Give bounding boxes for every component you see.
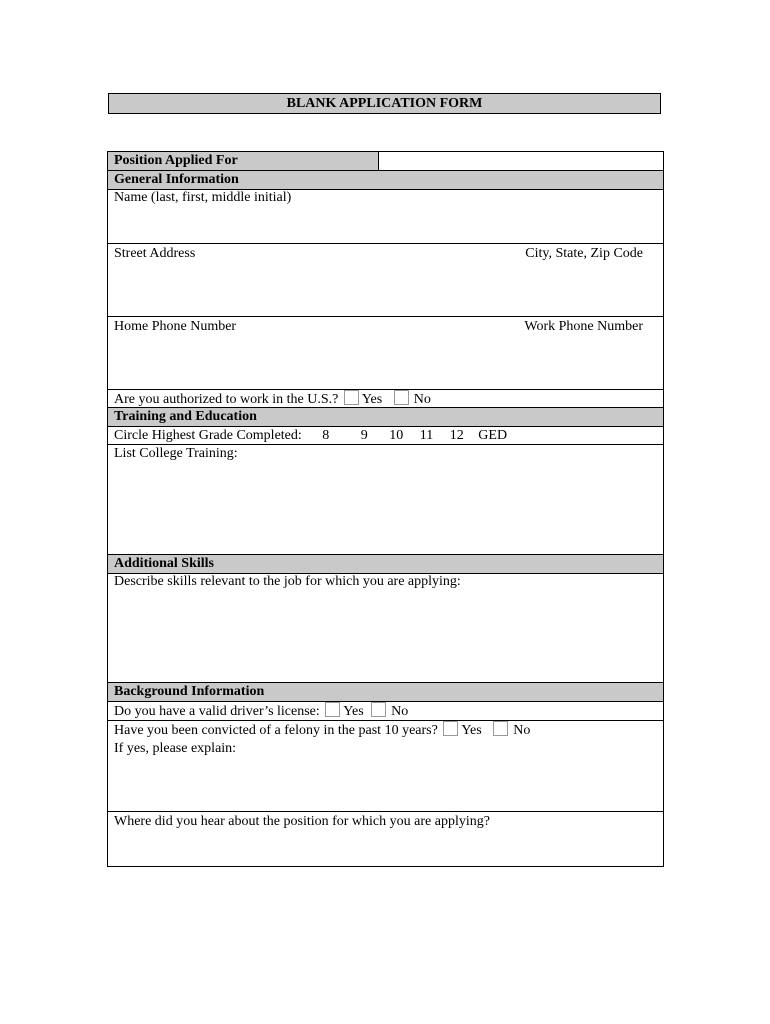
background-header: Background Information [108, 683, 663, 702]
grade-option[interactable]: 8 [322, 428, 330, 443]
skills-label: Describe skills relevant to the job for which you are applying: [114, 574, 461, 589]
form-title: BLANK APPLICATION FORM [108, 93, 661, 114]
felony-label: Have you been convicted of a felony in the past 10 years? [114, 723, 438, 738]
general-info-header: General Information [108, 171, 663, 190]
grade-option[interactable]: 11 [419, 428, 434, 443]
training-header: Training and Education [108, 408, 663, 427]
phone-field[interactable] [108, 317, 663, 390]
grade-option[interactable]: 10 [389, 428, 404, 443]
felony-row [114, 721, 663, 740]
city-state-zip-label: City, State, Zip Code [525, 246, 643, 261]
license-row [108, 702, 663, 721]
grade-row [108, 427, 663, 445]
felony-explain-label: If yes, please explain: [114, 741, 237, 756]
home-phone-label: Home Phone Number [114, 319, 237, 334]
felony-yes-label: Yes [461, 723, 482, 738]
license-no-checkbox[interactable] [371, 702, 386, 717]
hear-about-label: Where did you hear about the position for which you are applying? [114, 814, 490, 829]
authorized-no-label: No [413, 392, 431, 407]
authorized-label: Are you authorized to work in the U.S.? [114, 392, 339, 407]
felony-no-label: No [513, 723, 531, 738]
name-field[interactable] [108, 190, 663, 244]
grade-option[interactable]: 12 [449, 428, 464, 443]
grade-option[interactable]: GED [478, 428, 508, 443]
position-label: Position Applied For [108, 152, 379, 170]
felony-field[interactable] [108, 721, 663, 812]
additional-skills-header: Additional Skills [108, 555, 663, 574]
street-address-label: Street Address [114, 246, 196, 261]
college-training-field[interactable] [108, 445, 663, 555]
position-field[interactable] [379, 152, 663, 170]
authorized-yes-checkbox[interactable] [344, 390, 359, 405]
felony-yes-checkbox[interactable] [443, 721, 458, 736]
name-label: Name (last, first, middle initial) [114, 190, 292, 205]
hear-about-field[interactable] [108, 812, 663, 866]
grade-label: Circle Highest Grade Completed: [114, 428, 302, 443]
felony-no-checkbox[interactable] [493, 721, 508, 736]
license-yes-checkbox[interactable] [325, 702, 340, 717]
authorized-yes-label: Yes [361, 392, 383, 407]
work-authorization-row [108, 390, 663, 408]
license-label: Do you have a valid driver’s license: [114, 704, 320, 719]
work-phone-label: Work Phone Number [524, 319, 643, 334]
authorized-no-checkbox[interactable] [394, 390, 409, 405]
grade-option[interactable]: 9 [360, 428, 368, 443]
application-form [107, 151, 664, 867]
skills-field[interactable] [108, 574, 663, 683]
address-field[interactable] [108, 244, 663, 317]
license-no-label: No [391, 704, 409, 719]
position-row [108, 152, 663, 171]
college-training-label: List College Training: [114, 446, 238, 461]
license-yes-label: Yes [343, 704, 364, 719]
